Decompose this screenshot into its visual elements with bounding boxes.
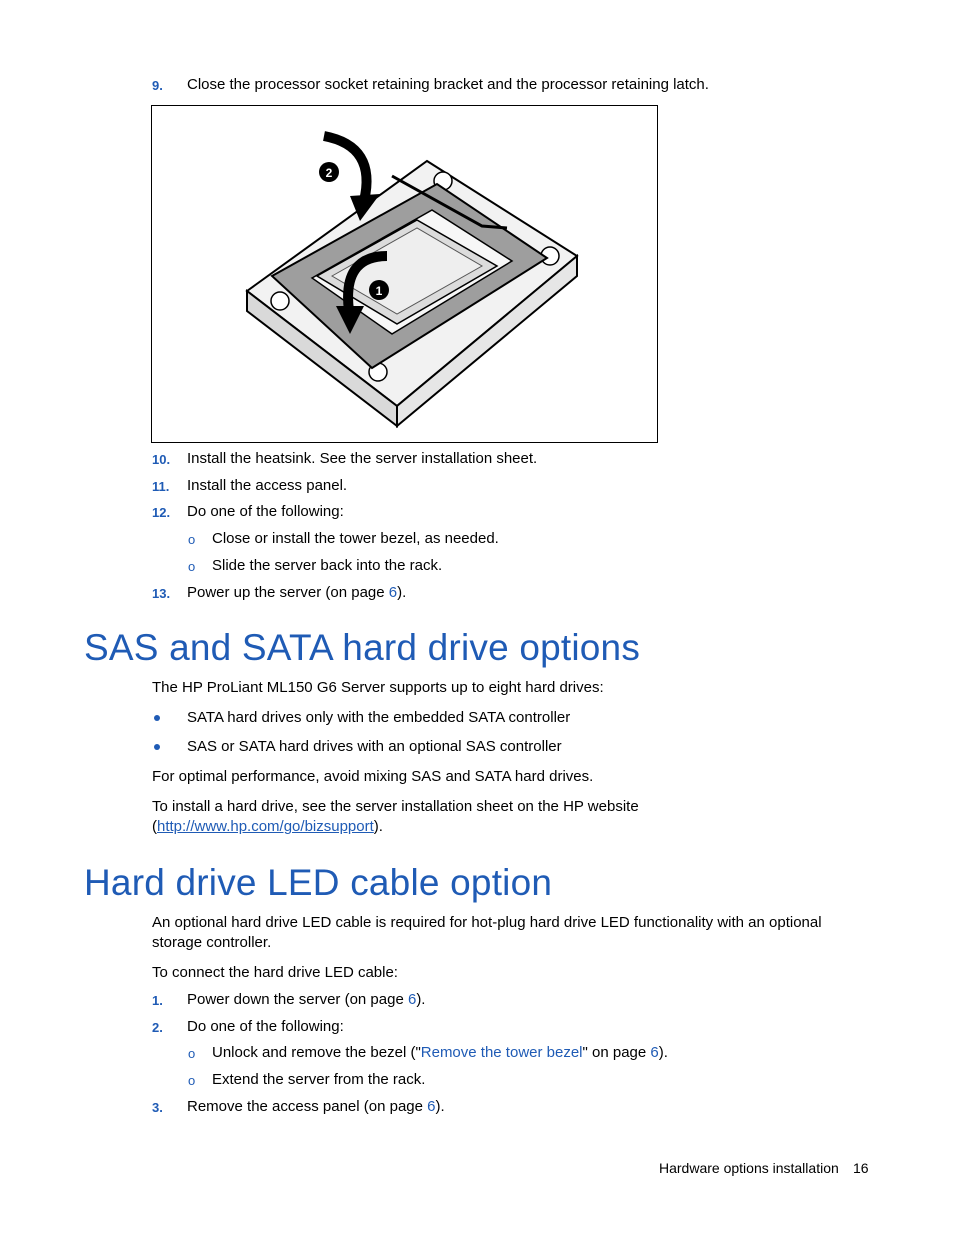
processor-socket-figure [151, 105, 658, 443]
step-text: Install the heatsink. See the server installation sheet. [187, 450, 538, 467]
section-heading: Hard drive LED cable option [84, 862, 553, 903]
sub-bullet: o [188, 1046, 196, 1061]
sub-option: Slide the server back into the rack. [212, 557, 443, 574]
step-text: Power down the server (on page 6). [187, 991, 426, 1008]
bullet-item: SAS or SATA hard drives with an optional SAS controller [187, 738, 562, 755]
socket-illustration [152, 106, 657, 442]
page-link[interactable]: 6 [407, 991, 417, 1008]
step-text: Close the processor socket retaining bracket and the processor retaining latch. [187, 76, 709, 93]
bullet-dot [154, 744, 160, 750]
sub-bullet: o [188, 532, 196, 547]
step-text: Do one of the following: [187, 1018, 344, 1035]
step-text: Power up the server (on page 6). [187, 584, 407, 601]
paragraph: To install a hard drive, see the server installation sheet on the HP website [152, 798, 639, 815]
step-number: 11. [152, 479, 170, 494]
bullet-dot [154, 715, 160, 721]
paragraph: The HP ProLiant ML150 G6 Server supports up to eight hard drives: [152, 679, 604, 696]
step-number: 10. [152, 452, 171, 467]
paragraph: storage controller. [152, 934, 272, 951]
step-number: 9. [152, 78, 163, 93]
step-number: 12. [152, 505, 171, 520]
step-number: 2. [152, 1020, 163, 1035]
remove-tower-bezel-link[interactable]: Remove the tower bezel [420, 1044, 583, 1061]
step-number: 3. [152, 1100, 163, 1115]
page-link[interactable]: 6 [388, 584, 398, 601]
sub-option: Close or install the tower bezel, as needed. [212, 530, 499, 547]
sub-option: Extend the server from the rack. [212, 1071, 426, 1088]
step-number: 13. [152, 586, 171, 601]
step-text: Do one of the following: [187, 503, 344, 520]
step-number: 1. [152, 993, 163, 1008]
section-heading: SAS and SATA hard drive options [84, 627, 641, 668]
paragraph: To connect the hard drive LED cable: [152, 964, 398, 981]
bullet-item: SATA hard drives only with the embedded SATA controller [187, 709, 571, 726]
callout-2: 2 [325, 166, 333, 180]
step-text: Remove the access panel (on page 6). [187, 1098, 445, 1115]
footer-section: Hardware options installation [659, 1160, 839, 1176]
paragraph: An optional hard drive LED cable is required for hot-plug hard drive LED functionality with an optional [152, 914, 822, 931]
page-link[interactable]: 6 [650, 1044, 659, 1061]
bizsupport-link[interactable]: http://www.hp.com/go/bizsupport [157, 818, 374, 835]
page-number: 16 [853, 1160, 869, 1176]
paragraph: (http://www.hp.com/go/bizsupport). [152, 818, 383, 835]
page-link[interactable]: 6 [427, 1098, 436, 1115]
step-text: Install the access panel. [187, 477, 348, 494]
paragraph: For optimal performance, avoid mixing SAS and SATA hard drives. [152, 768, 594, 785]
callout-1: 1 [375, 284, 383, 298]
sub-bullet: o [188, 559, 196, 574]
sub-option: Unlock and remove the bezel ("Remove the tower bezel" on page 6). [212, 1044, 668, 1061]
sub-bullet: o [188, 1073, 196, 1088]
